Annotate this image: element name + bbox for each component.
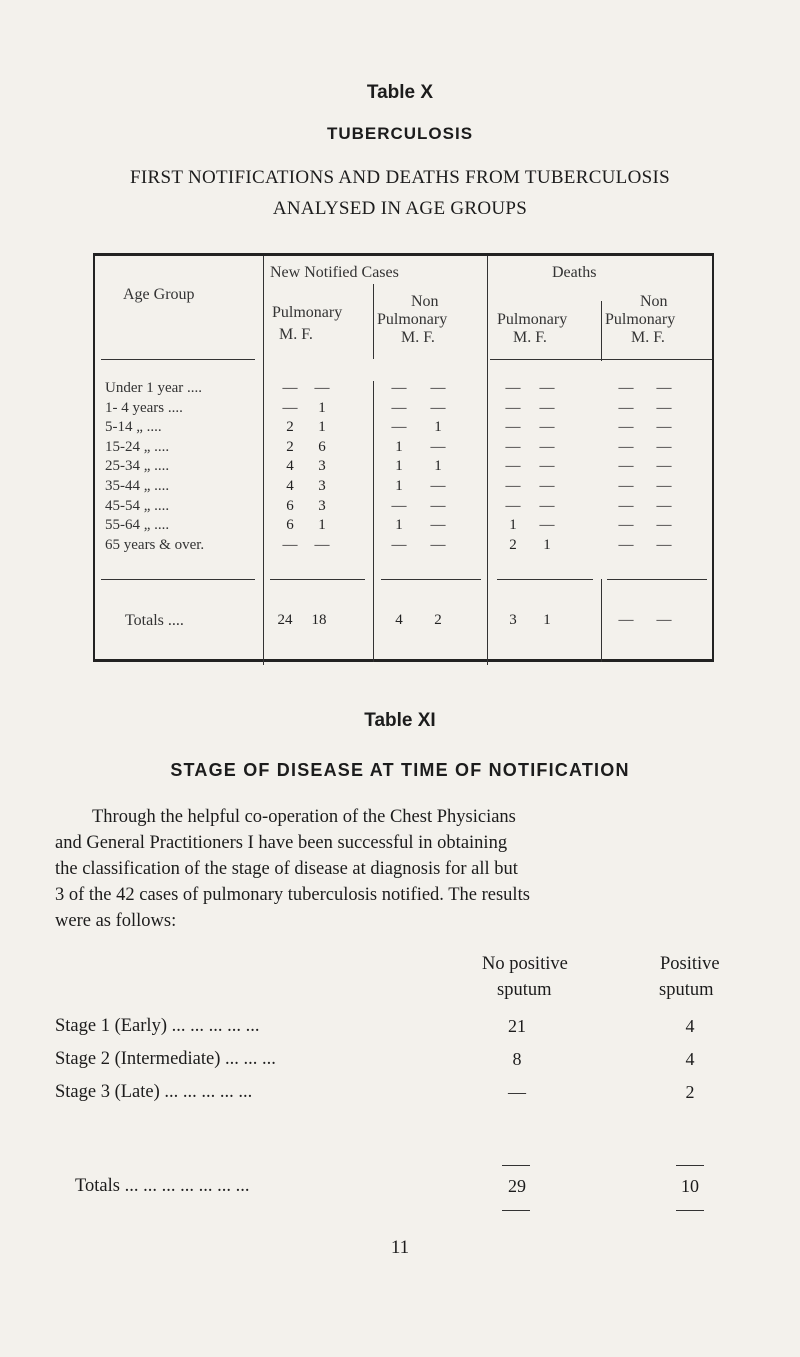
table-cell: — [391, 399, 407, 416]
row-age-label: 35-44 „ .... [105, 478, 170, 494]
table-cell: — [505, 458, 521, 475]
stage-totals-neg: 29 [508, 1176, 526, 1196]
table-cell: 1 [434, 419, 442, 436]
header-non: Non [640, 293, 668, 310]
table-cell: 2 [509, 536, 517, 553]
row-age-label: 25-34 „ .... [105, 458, 170, 475]
table-cell: — [656, 438, 672, 455]
table-xi-subject: STAGE OF DISEASE AT TIME OF NOTIFICATION [170, 760, 630, 780]
totals-cell: — [656, 612, 672, 628]
table-cell: — [618, 478, 634, 494]
table-cell: — [618, 517, 634, 534]
table-cell: — [656, 399, 672, 416]
table-cell: 6 [318, 438, 326, 455]
table-cell: 1 [395, 517, 403, 534]
page-number: 11 [390, 1237, 410, 1258]
table-cell: — [430, 399, 446, 416]
col-divider [487, 256, 488, 665]
paragraph-line: and General Practitioners I have been successful in obtaining [55, 833, 508, 853]
table-cell: — [539, 478, 555, 494]
paragraph-line: 3 of the 42 cases of pulmonary tuberculosis notified. The results [55, 885, 530, 905]
table-cell: 4 [286, 458, 294, 475]
col-divider [373, 284, 374, 359]
tuberculosis-table [93, 253, 714, 662]
totals-cell: — [618, 612, 634, 628]
table-cell: 1 [395, 438, 403, 455]
table-cell: — [391, 536, 407, 553]
col-header-no-positive: No positive [482, 954, 568, 974]
table-cell: — [505, 438, 521, 455]
stage-paragraph [55, 804, 755, 934]
table-cell: — [282, 536, 298, 553]
col-divider [601, 301, 602, 361]
table-cell: 1 [434, 458, 442, 475]
header-mf: M. F. [401, 329, 435, 346]
table-cell: — [539, 517, 555, 534]
table-cell: — [656, 380, 672, 396]
col-divider [601, 579, 602, 662]
col-divider [373, 381, 374, 662]
col-header-sputum: sputum [659, 980, 714, 1000]
table-cell: — [391, 497, 407, 514]
table-cell: — [656, 536, 672, 553]
paragraph-line: Through the helpful co-operation of the Chest Physicians [92, 807, 516, 827]
header-rule [101, 359, 255, 360]
table-x-label: Table X [366, 82, 434, 103]
table-cell: — [430, 536, 446, 553]
header-non-pulmonary: Pulmonary [377, 311, 448, 328]
table-x-heading-line2: ANALYSED IN AGE GROUPS [272, 198, 528, 219]
table-cell: — [656, 458, 672, 475]
table-cell: — [505, 419, 521, 436]
col-header-sputum: sputum [497, 980, 552, 1000]
header-non: Non [411, 293, 439, 310]
table-cell: 3 [318, 478, 326, 494]
table-cell: — [539, 497, 555, 514]
totals-label: Totals .... [125, 612, 184, 629]
header-non-pulmonary: Pulmonary [605, 311, 676, 328]
table-cell: — [539, 399, 555, 416]
table-cell: 1 [318, 399, 326, 416]
header-mf: M. F. [513, 329, 547, 346]
table-cell: 4 [286, 478, 294, 494]
table-x-heading-line1: FIRST NOTIFICATIONS AND DEATHS FROM TUBERCULOSIS [130, 167, 670, 188]
row-age-label: 45-54 „ .... [105, 497, 170, 514]
table-cell: 6 [286, 497, 294, 514]
table-cell: 3 [318, 497, 326, 514]
table-x-subject: TUBERCULOSIS [326, 124, 474, 143]
totals-rule [607, 579, 707, 580]
table-cell: — [505, 478, 521, 494]
stage-label: Stage 2 (Intermediate) ... ... ... [55, 1049, 276, 1069]
row-age-label: 65 years & over. [105, 536, 205, 553]
table-cell: — [618, 380, 634, 396]
stage-totals-label: Totals ... ... ... ... ... ... ... [75, 1176, 250, 1196]
totals-rule [101, 579, 255, 580]
header-rule [490, 359, 712, 360]
table-cell: 1 [509, 517, 517, 534]
header-pulmonary: Pulmonary [497, 311, 568, 328]
col-divider [263, 256, 264, 665]
table-cell: — [430, 380, 446, 396]
sum-rule [502, 1165, 530, 1166]
table-cell: 1 [395, 458, 403, 475]
table-cell: — [282, 399, 298, 416]
stage-neg-value: — [508, 1082, 526, 1102]
table-cell: 1 [318, 517, 326, 534]
table-cell: — [539, 458, 555, 475]
table-cell: — [618, 399, 634, 416]
totals-cell: 3 [509, 612, 517, 628]
sum-rule [502, 1210, 530, 1211]
stage-neg-value: 21 [508, 1016, 526, 1036]
table-cell: — [430, 517, 446, 534]
stage-label: Stage 1 (Early) ... ... ... ... ... [55, 1016, 260, 1036]
stage-pos-value: 4 [685, 1016, 695, 1036]
row-age-label: 5-14 „ .... [105, 419, 162, 436]
stage-pos-value: 4 [685, 1049, 695, 1069]
table-cell: — [618, 497, 634, 514]
row-age-label: Under 1 year .... [105, 380, 203, 396]
table-cell: 1 [395, 478, 403, 494]
table-cell: — [430, 438, 446, 455]
header-deaths: Deaths [552, 264, 597, 281]
sum-rule [676, 1210, 704, 1211]
table-cell: — [656, 478, 672, 494]
table-cell: — [539, 380, 555, 396]
table-cell: — [391, 380, 407, 396]
table-cell: — [618, 536, 634, 553]
table-cell: — [505, 399, 521, 416]
stage-neg-value: 8 [512, 1049, 522, 1069]
totals-cell: 1 [543, 612, 551, 628]
totals-rule [497, 579, 593, 580]
row-age-label: 1- 4 years .... [105, 399, 183, 416]
table-cell: — [430, 478, 446, 494]
table-cell: — [618, 419, 634, 436]
totals-cell: 18 [311, 612, 327, 628]
table-cell: — [314, 380, 330, 396]
header-age-group: Age Group [123, 286, 195, 303]
table-cell: 6 [286, 517, 294, 534]
table-cell: — [618, 458, 634, 475]
table-cell: — [539, 419, 555, 436]
table-cell: — [539, 438, 555, 455]
table-cell: 1 [543, 536, 551, 553]
header-mf: M. F. [631, 329, 665, 346]
table-cell: 2 [286, 438, 294, 455]
totals-cell: 24 [277, 612, 293, 628]
stage-pos-value: 2 [685, 1082, 695, 1102]
table-cell: 2 [286, 419, 294, 436]
totals-cell: 4 [395, 612, 403, 628]
row-age-label: 15-24 „ .... [105, 438, 170, 455]
totals-rule [381, 579, 481, 580]
header-new-notified: New Notified Cases [270, 264, 399, 281]
table-cell: — [282, 380, 298, 396]
paragraph-line: the classification of the stage of disease at diagnosis for all but [55, 859, 518, 879]
sum-rule [676, 1165, 704, 1166]
stage-label: Stage 3 (Late) ... ... ... ... ... [55, 1082, 253, 1102]
table-cell: — [505, 497, 521, 514]
table-cell: — [656, 517, 672, 534]
totals-cell: 2 [434, 612, 442, 628]
totals-rule [270, 579, 365, 580]
paragraph-line: were as follows: [55, 911, 177, 931]
header-pulmonary: Pulmonary [272, 304, 343, 321]
stage-totals-pos: 10 [681, 1176, 699, 1196]
table-cell: 3 [318, 458, 326, 475]
table-cell: — [618, 438, 634, 455]
row-age-label: 55-64 „ .... [105, 517, 170, 534]
table-cell: — [656, 419, 672, 436]
header-mf: M. F. [279, 326, 313, 343]
col-header-positive: Positive [660, 954, 720, 974]
table-cell: — [656, 497, 672, 514]
table-cell: — [314, 536, 330, 553]
table-cell: — [391, 419, 407, 436]
table-cell: — [505, 380, 521, 396]
table-cell: — [430, 497, 446, 514]
table-xi-label: Table XI [364, 710, 436, 731]
table-cell: 1 [318, 419, 326, 436]
